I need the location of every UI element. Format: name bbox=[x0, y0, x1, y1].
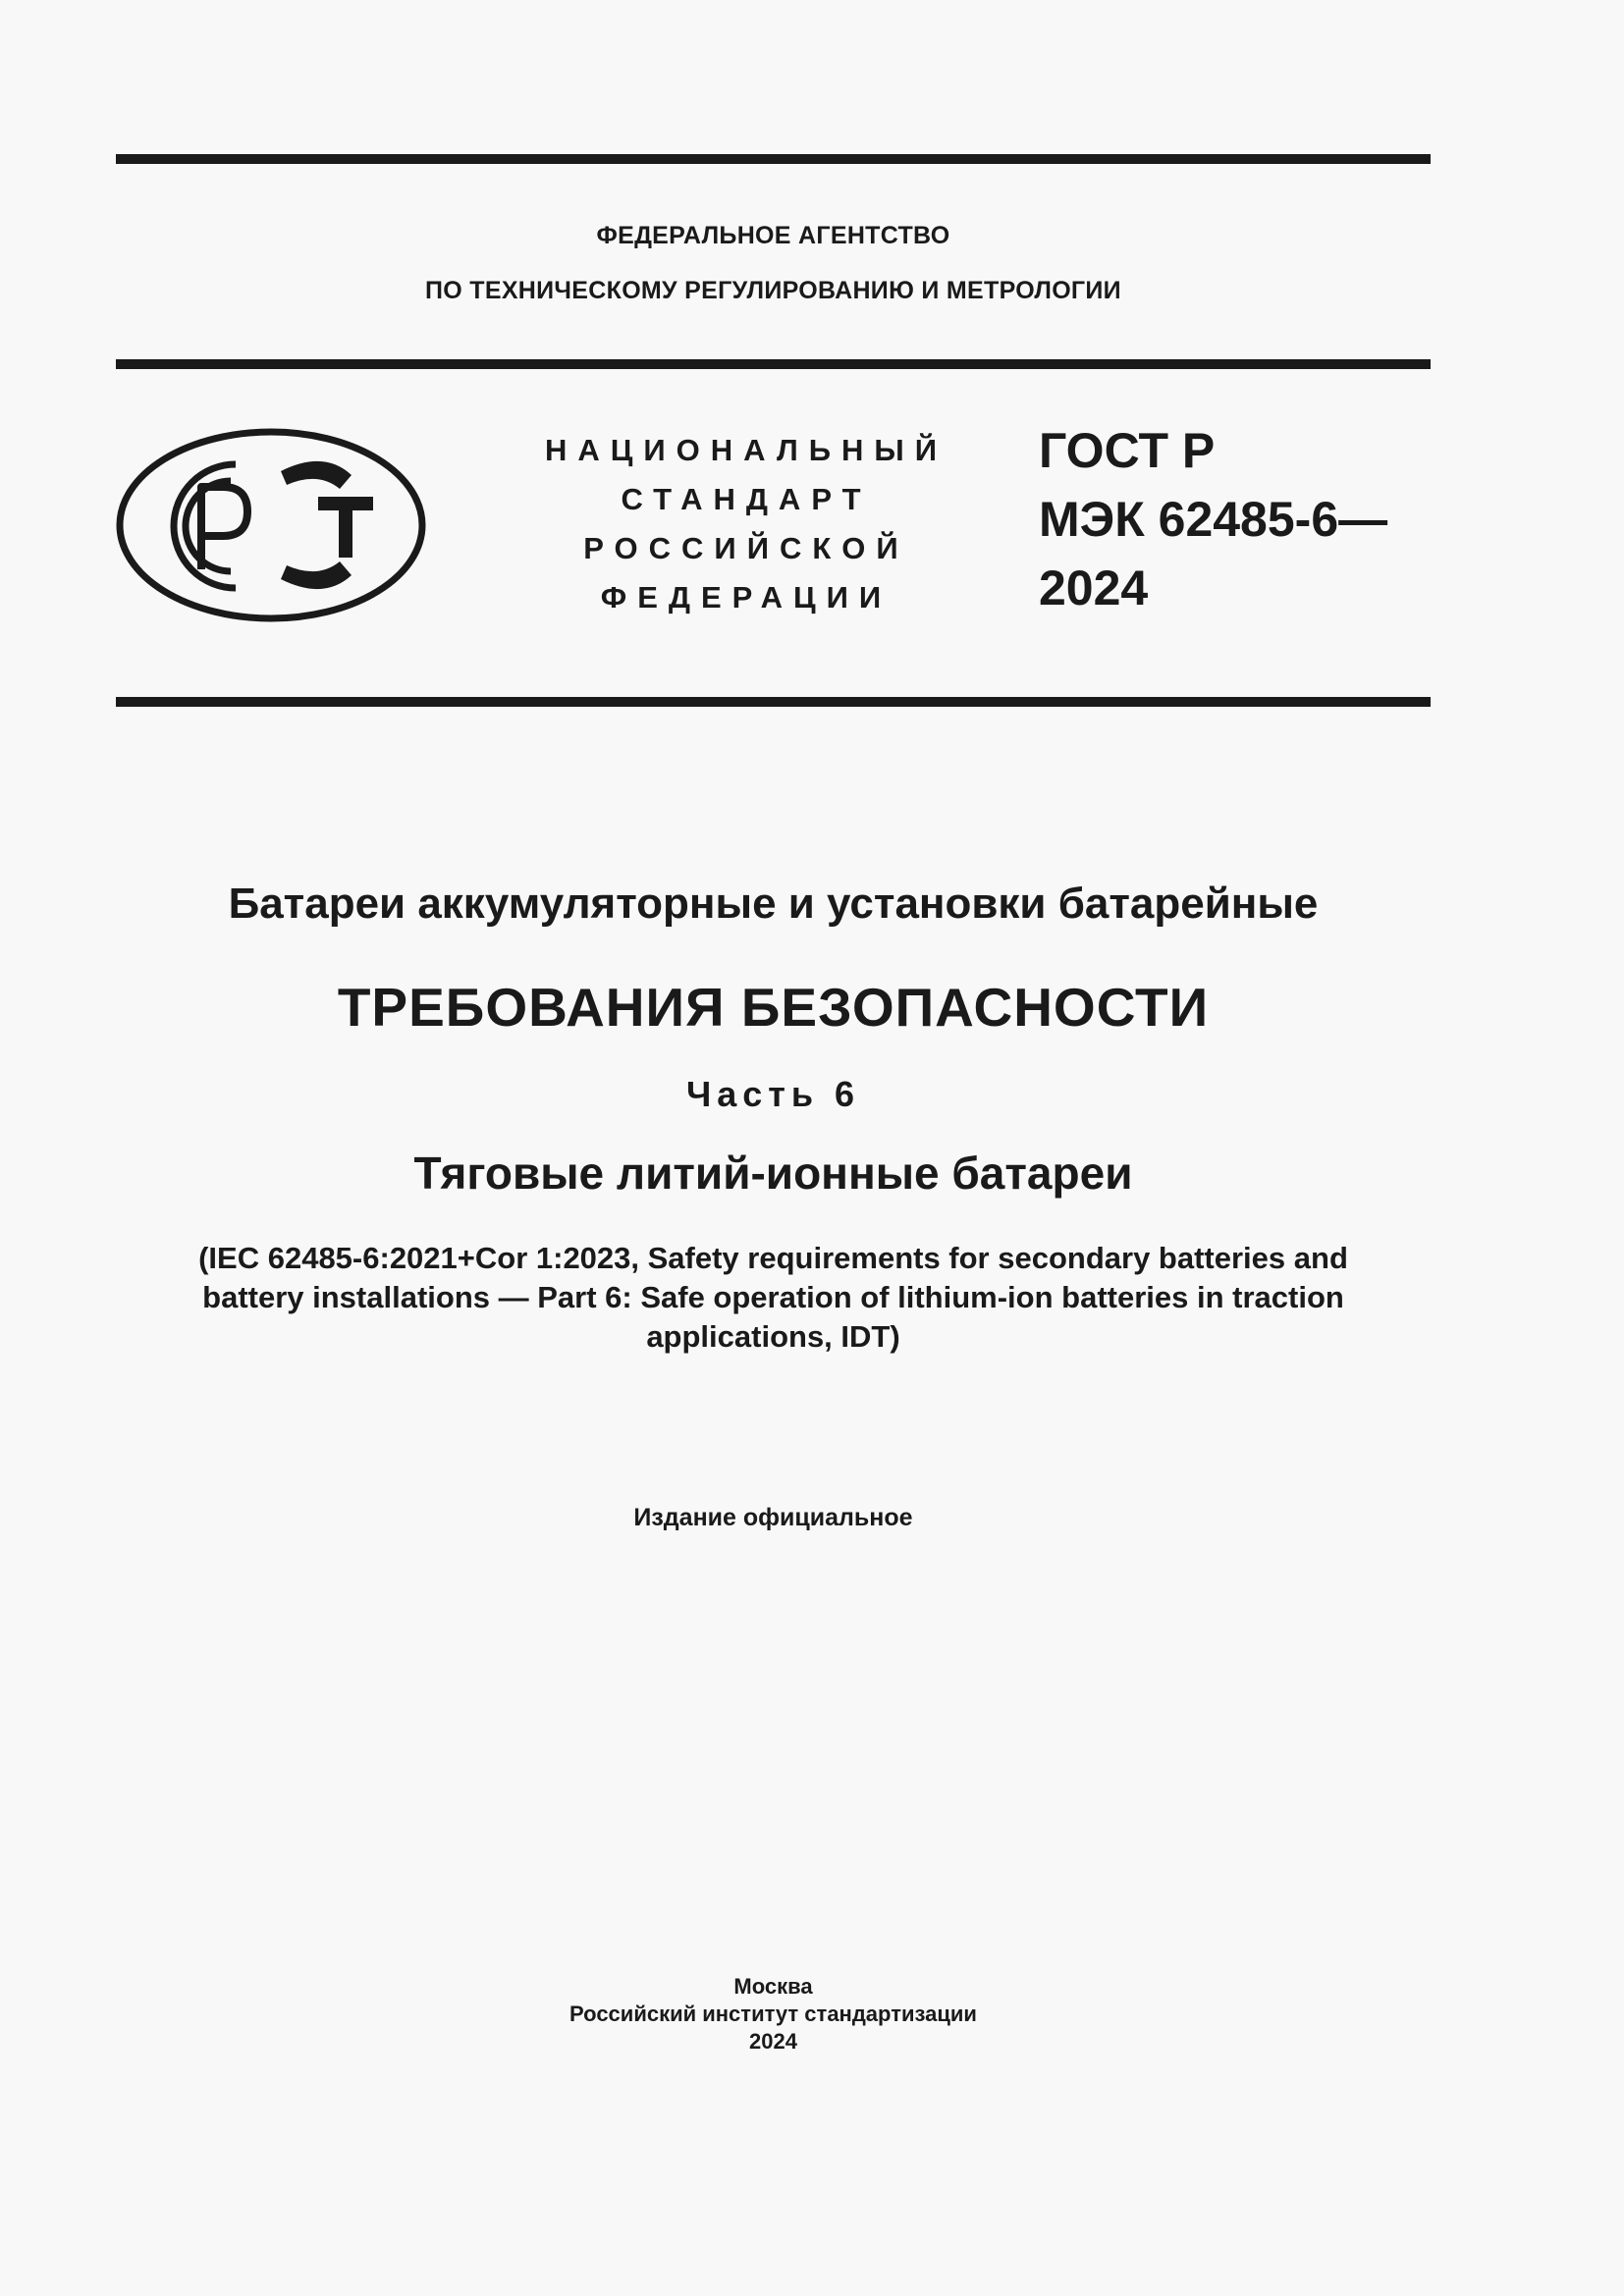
standard-designation bbox=[1039, 416, 1387, 622]
header-rule bbox=[116, 359, 1431, 369]
publication-year: 2024 bbox=[749, 2029, 797, 2054]
national-standard-line: СТАНДАРТ bbox=[621, 482, 872, 516]
edition-label: Издание официальное bbox=[633, 1504, 913, 1531]
designation-line: МЭК 62485-6— bbox=[1039, 492, 1388, 547]
designation-line: ГОСТ Р bbox=[1039, 423, 1216, 478]
agency-line-2: ПО ТЕХНИЧЕСКОМУ РЕГУЛИРОВАНИЮ И МЕТРОЛОГИИ bbox=[425, 277, 1121, 304]
rst-certification-logo-icon bbox=[116, 428, 426, 622]
iec-reference-line: battery installations — Part 6: Safe operation of lithium-ion batteries in traction bbox=[202, 1280, 1344, 1314]
publisher-institute: Российский институт стандартизации bbox=[569, 2002, 977, 2026]
national-standard-line: ФЕДЕРАЦИИ bbox=[600, 580, 893, 614]
document-title: Батареи аккумуляторные и установки батарейные bbox=[228, 880, 1319, 928]
requirements-heading: ТРЕБОВАНИЯ БЕЗОПАСНОСТИ bbox=[337, 977, 1210, 1038]
publisher-city: Москва bbox=[733, 1974, 813, 1999]
national-standard-line: РОССИЙСКОЙ bbox=[583, 531, 909, 565]
document-subtitle: Тяговые литий-ионные батареи bbox=[413, 1148, 1133, 1199]
agency-line-1: ФЕДЕРАЛЬНОЕ АГЕНТСТВО bbox=[596, 222, 950, 249]
logo-block-rule bbox=[116, 697, 1431, 707]
iec-reference-line: applications, IDT) bbox=[646, 1319, 900, 1354]
publisher-block bbox=[116, 1973, 1431, 2056]
part-label: Часть 6 bbox=[685, 1074, 861, 1114]
top-rule bbox=[116, 154, 1431, 164]
national-standard-line: НАЦИОНАЛЬНЫЙ bbox=[544, 433, 948, 467]
national-standard-label bbox=[530, 426, 962, 622]
iec-reference-line: (IEC 62485-6:2021+Cor 1:2023, Safety requirements for secondary batteries and bbox=[198, 1241, 1348, 1275]
designation-line: 2024 bbox=[1039, 561, 1149, 615]
iec-reference bbox=[147, 1239, 1399, 1357]
